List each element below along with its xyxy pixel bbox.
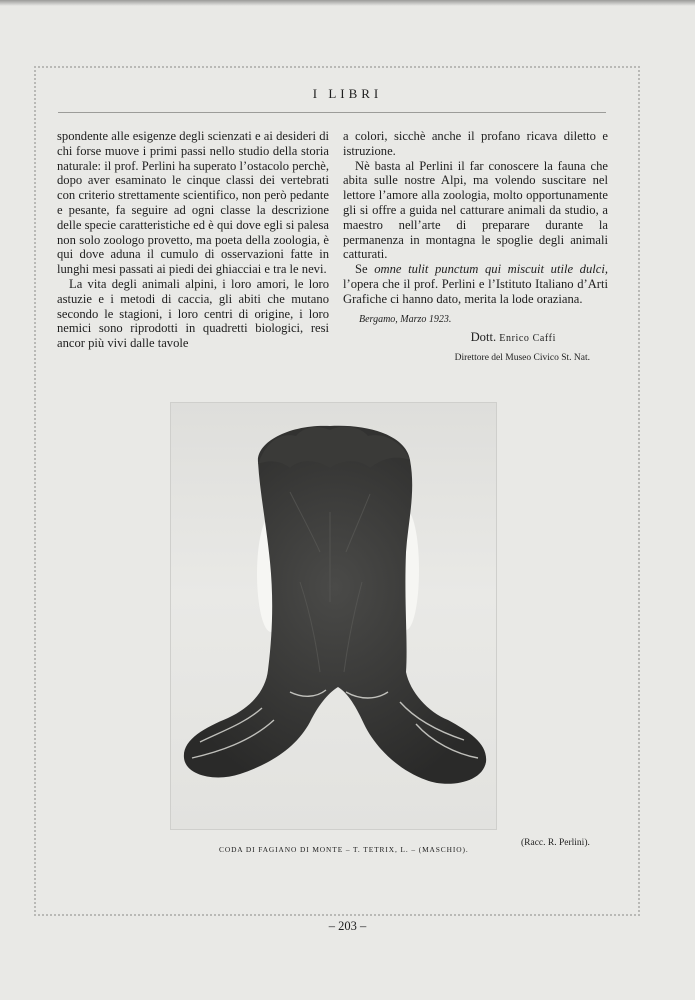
photo-plate [170, 402, 497, 830]
page-number: – 203 – [328, 919, 367, 933]
figure-credit: (Racc. R. Perlini). [521, 838, 590, 848]
left-paragraph-2: La vita degli animali alpini, i loro amori, le loro astuzie e i metodi di caccia, gli abiti che mutano secondo le stagioni, i loro centri di origine, i loro nemici sono riprodotti in quadretti biologici, resi ancor più vivi dalle tavole [57, 276, 329, 351]
signature-role: Direttore del Museo Civico St. Nat. [454, 353, 590, 364]
right-paragraph-1: a colori, sicchè anche il profano ricava diletto e istruzione. [343, 129, 608, 158]
grouse-tail-photo [170, 402, 497, 830]
left-column [57, 129, 329, 351]
horace-quote: omne tulit punctum qui miscuit utile dulci, [374, 262, 608, 277]
quote-intro: Se [355, 262, 375, 277]
header-rule [58, 112, 606, 113]
right-column [343, 129, 608, 366]
dateline: Bergamo, Marzo 1923. [359, 313, 452, 325]
left-paragraph-1: spondente alle esigenze degli scienzati e ai desideri di chi forse muove i primi passi nello studio della storia naturale: il prof. Perlini ha superato l’ostacolo perchè, dopo aver esaminato le cinque classi dei vertebrati con criterio strettamente scientifico, non però pedante e pesante, fa seguire ad ogni classe la descrizione delle specie caratteristiche ed è qui dove egli si palesa non solo zoologo provetto, ma poeta della zoologia, è qui dove aduna il cumulo di osservazioni fatte in lunghi mesi passati ai piedi dei ghiacciai e tra le nevi. [57, 129, 329, 277]
quote-continuation: l’opera che il prof. Perlini e l’Istituto Italiano d’Arti Grafiche ci hanno dato, merita la lode oraziana. [343, 276, 608, 306]
signature [343, 330, 608, 347]
signature-name: Enrico Caffi [499, 333, 556, 345]
right-paragraph-3 [343, 262, 608, 306]
signature-title: Dott. [470, 330, 497, 345]
running-head: I LIBRI [312, 86, 383, 101]
right-paragraph-2: Nè basta al Perlini il far conoscere la fauna che abita sulle nostre Alpi, ma volendo suscitare nel lettore l’amore alla zoologia, molto opportunamente gli si offre a guida nel catturare animali da studio, a maestro nell’arte di preparare durante la permanenza in montagna le spoglie degli animali catturati. [343, 158, 608, 262]
figure-caption: CODA DI FAGIANO DI MONTE – T. TETRIX, L. – (MASCHIO). [219, 845, 469, 854]
page-top-edge [0, 0, 695, 6]
